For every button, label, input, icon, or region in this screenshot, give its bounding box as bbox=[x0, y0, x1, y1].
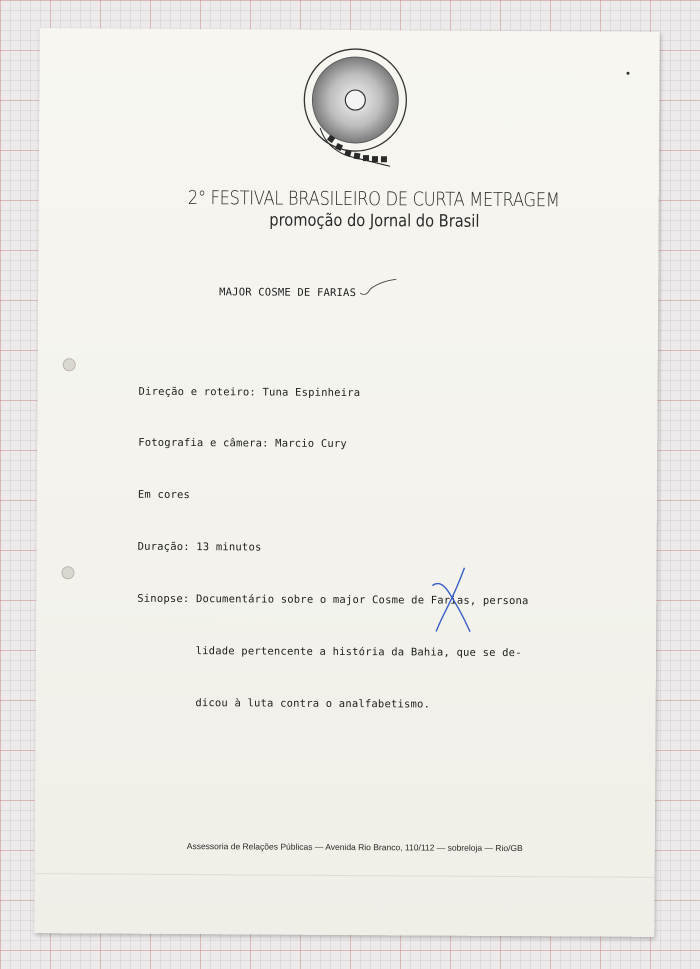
punch-hole-bottom bbox=[61, 566, 74, 579]
punch-hole-top bbox=[63, 358, 76, 371]
credits-block bbox=[136, 349, 530, 749]
ink-dot bbox=[626, 72, 629, 75]
credit-line-synopsis-2: lidade pertencente a história da Bahia, que se de- bbox=[136, 644, 522, 660]
paper-fold-line bbox=[35, 873, 655, 878]
credit-line-color: Em cores bbox=[137, 489, 191, 502]
blue-x-mark-icon bbox=[426, 565, 476, 635]
check-mark-icon bbox=[358, 277, 398, 299]
festival-title: 2° FESTIVAL BRASILEIRO DE CURTA METRAGEM bbox=[187, 187, 560, 212]
credit-line-synopsis-1: Sinopse: Documentário sobre o major Cosme de Farias, persona bbox=[137, 592, 529, 608]
festival-logo-icon bbox=[302, 48, 413, 169]
credit-line-duration: Duração: 13 minutos bbox=[137, 540, 262, 554]
letterhead bbox=[39, 186, 659, 233]
credit-line-direction: Direção e roteiro: Tuna Espinheira bbox=[138, 385, 361, 399]
credit-line-synopsis-3: dicou à luta contra o analfabetismo. bbox=[136, 696, 431, 711]
footer-address: Assessoria de Relações Públicas — Avenida Rio Branco, 110/112 — sobreloja — Rio/GB bbox=[186, 841, 523, 854]
document-sheet bbox=[34, 28, 660, 937]
film-title: MAJOR COSME DE FARIAS bbox=[219, 286, 357, 300]
credit-line-photography: Fotografia e câmera: Marcio Cury bbox=[138, 437, 347, 451]
festival-subtitle: promoção do Jornal do Brasil bbox=[269, 210, 480, 232]
